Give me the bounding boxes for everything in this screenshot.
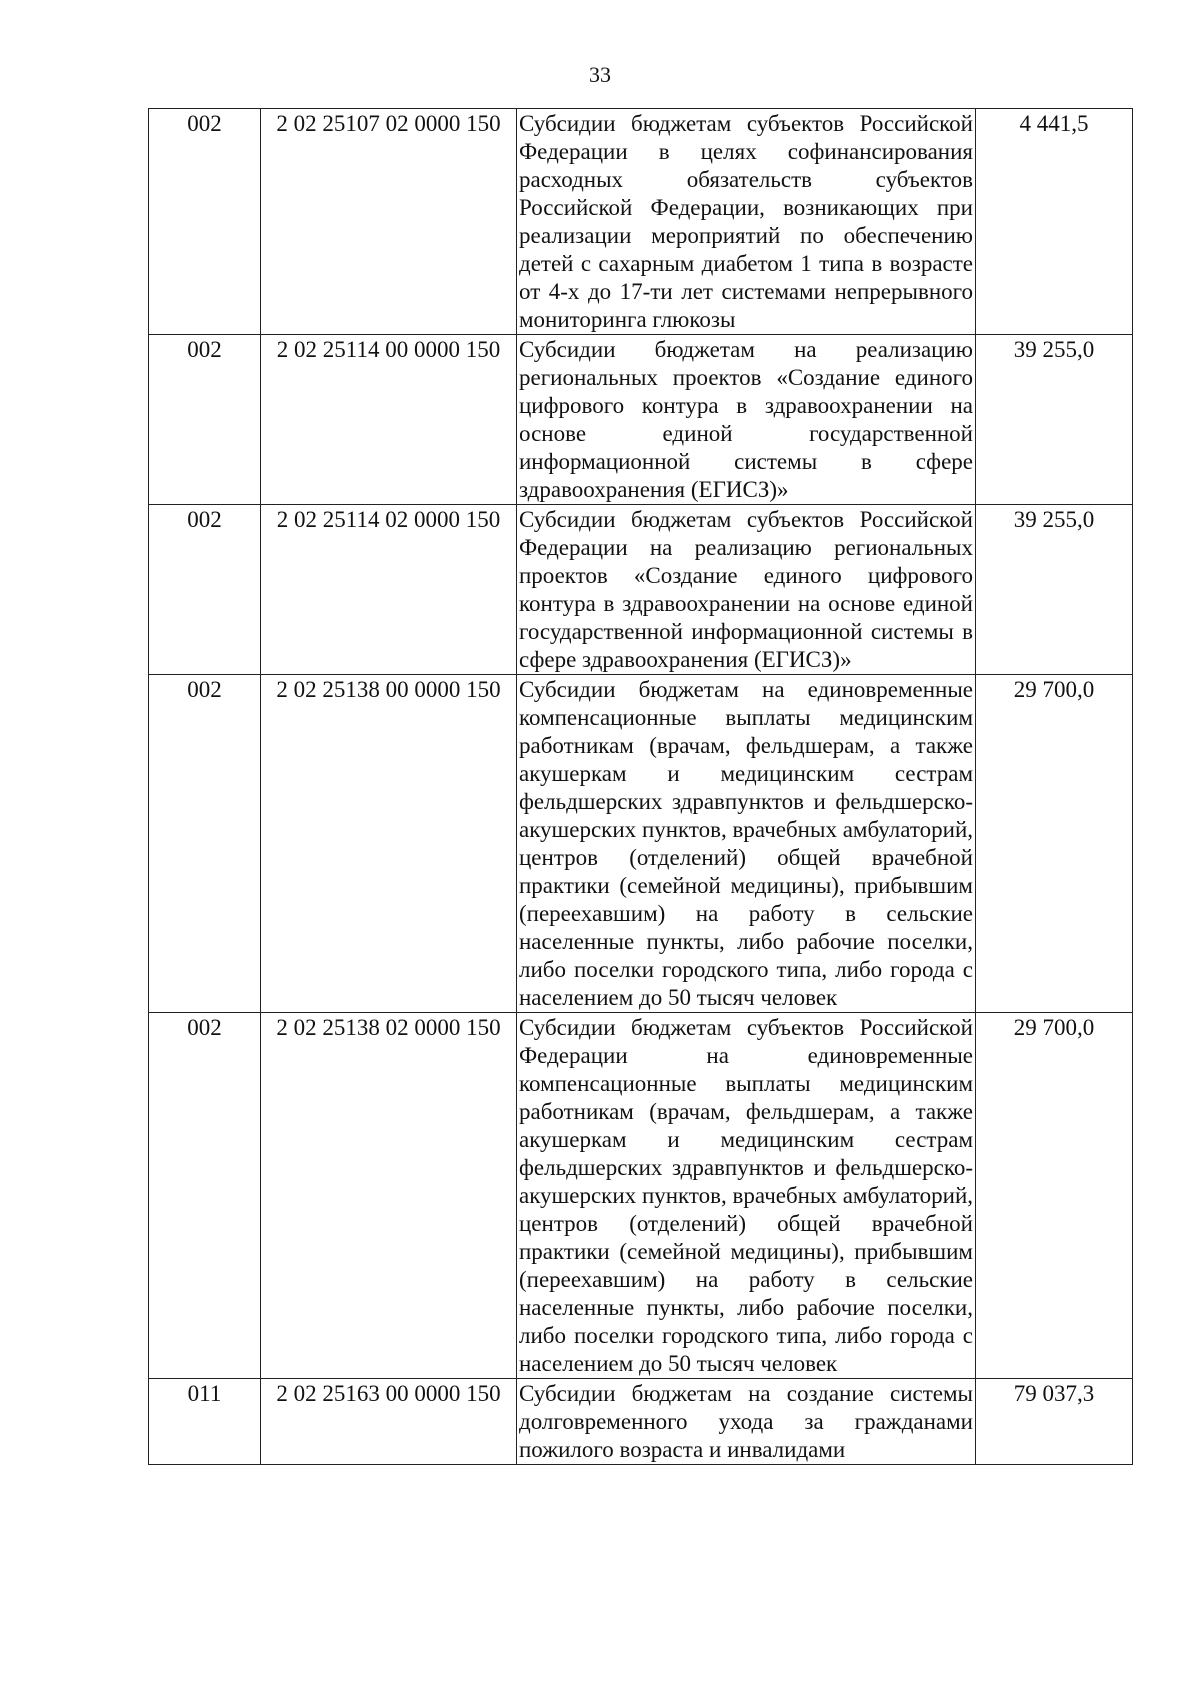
admin-code-cell: 011 — [149, 1379, 261, 1465]
amount-cell: 79 037,3 — [976, 1379, 1133, 1465]
amount-cell: 39 255,0 — [976, 505, 1133, 675]
table-row — [149, 1013, 1133, 1379]
admin-code-cell: 002 — [149, 335, 261, 505]
budget-classification-code-cell: 2 02 25114 00 0000 150 — [261, 335, 517, 505]
revenue-name-cell: Субсидии бюджетам на реализацию региональных проектов «Создание единого цифрового контура в здравоохранении на основе единой государственной информационной системы в сфере здравоохранения (ЕГИСЗ)» — [517, 335, 976, 505]
admin-code-cell: 002 — [149, 1013, 261, 1379]
table-row — [149, 675, 1133, 1013]
table-row — [149, 505, 1133, 675]
amount-cell: 4 441,5 — [976, 109, 1133, 335]
revenue-name-cell: Субсидии бюджетам субъектов Российской Федерации на единовременные компенсационные выплаты медицинским работникам (врачам, фельдшерам, а также акушеркам и медицинским сестрам фельдшерских здравпунктов и фельдшерско-акушерских пунктов, врачебных амбулаторий, центров (отделений) общей врачебной практики (семейной медицины), прибывшим (переехавшим) на работу в сельские населенные пункты, либо рабочие поселки, либо поселки городского типа, либо города с населением до 50 тысяч человек — [517, 1013, 976, 1379]
page-number: 33 — [589, 62, 611, 87]
budget-classification-code-cell: 2 02 25138 00 0000 150 — [261, 675, 517, 1013]
admin-code-cell: 002 — [149, 505, 261, 675]
budget-classification-code-cell: 2 02 25107 02 0000 150 — [261, 109, 517, 335]
budget-classification-code-cell: 2 02 25163 00 0000 150 — [261, 1379, 517, 1465]
revenue-name-cell: Субсидии бюджетам субъектов Российской Федерации в целях софинансирования расходных обязательств субъектов Российской Федерации, возникающих при реализации мероприятий по обеспечению детей с сахарным диабетом 1 типа в возрасте от 4-х до 17-ти лет системами непрерывного мониторинга глюкозы — [517, 109, 976, 335]
amount-cell: 29 700,0 — [976, 675, 1133, 1013]
admin-code-cell: 002 — [149, 675, 261, 1013]
revenue-name-cell: Субсидии бюджетам на создание системы долговременного ухода за гражданами пожилого возраста и инвалидами — [517, 1379, 976, 1465]
amount-cell: 29 700,0 — [976, 1013, 1133, 1379]
revenue-name-cell: Субсидии бюджетам на единовременные компенсационные выплаты медицинским работникам (врачам, фельдшерам, а также акушеркам и медицинским сестрам фельдшерских здравпунктов и фельдшерско-акушерских пунктов, врачебных амбулаторий, центров (отделений) общей врачебной практики (семейной медицины), прибывшим (переехавшим) на работу в сельские населенные пункты, либо рабочие поселки, либо поселки городского типа, либо города с населением до 50 тысяч человек — [517, 675, 976, 1013]
revenue-name-cell: Субсидии бюджетам субъектов Российской Федерации на реализацию региональных проектов «Создание единого цифрового контура в здравоохранении на основе единой государственной информационной системы в сфере здравоохранения (ЕГИСЗ)» — [517, 505, 976, 675]
amount-cell: 39 255,0 — [976, 335, 1133, 505]
revenue-table — [148, 108, 1133, 1465]
admin-code-cell: 002 — [149, 109, 261, 335]
table-row — [149, 109, 1133, 335]
table-row — [149, 1379, 1133, 1465]
budget-classification-code-cell: 2 02 25114 02 0000 150 — [261, 505, 517, 675]
budget-classification-code-cell: 2 02 25138 02 0000 150 — [261, 1013, 517, 1379]
table-row — [149, 335, 1133, 505]
